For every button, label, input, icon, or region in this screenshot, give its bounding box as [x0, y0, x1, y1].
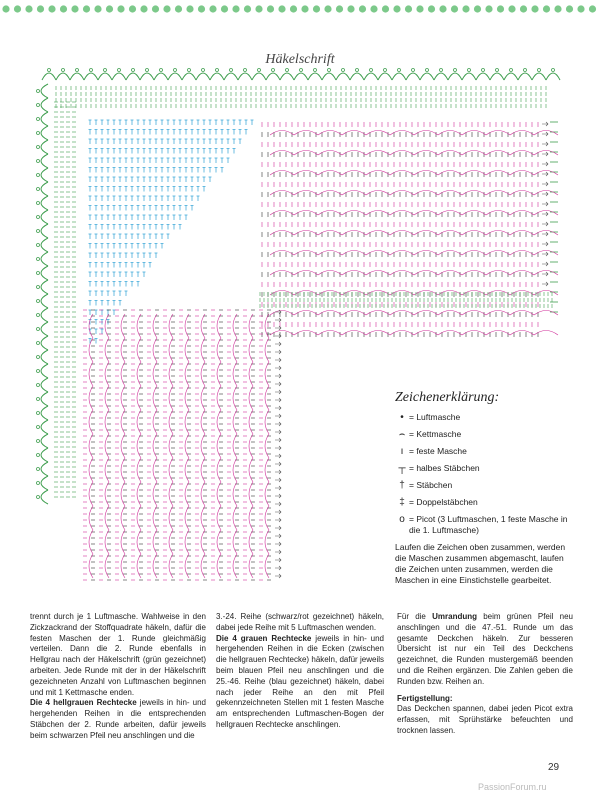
half-dc-symbol-icon: ┬	[398, 463, 406, 474]
paragraph	[30, 698, 206, 741]
legend-note: Laufen die Zeichen oben zusammen, werden die Maschen zusammen abgemascht, laufen die Zeichen unten zusammen, werden die Maschen in eine Einstichstelle gearbeitet.	[395, 542, 566, 585]
bold-lead: Die 4 hellgrauen Rechtecke	[30, 698, 137, 708]
legend-title: Zeichenerklärung:	[395, 390, 500, 405]
legend-item	[395, 429, 575, 440]
dot-symbol-icon: •	[400, 412, 404, 423]
paragraph-text: jeweils in hin- und hergehenden Reihen in die entsprechenden Stäbchen der 2. Runde arbeiten, dafür jeweils beim schwarzen Pfeil neu anschlingen und die	[30, 698, 207, 740]
legend-item	[395, 480, 575, 491]
bar-symbol-icon: ı	[400, 446, 404, 457]
picot-symbol-icon: o	[399, 514, 405, 525]
paragraph-text: beim grünen Pfeil neu anschlingen und die 47.-51. Runde um das gesamte Deckchen häkeln. Zur besseren Übersicht ist nur ein Teil des Deckchens gezeichnet, die Runden mustergemäß beenden und die Reihen ergänzen. Die Zahlen geben die Runden bzw. Reihen an.	[397, 612, 573, 686]
legend-item	[395, 463, 575, 474]
watermark: PassionForum.ru	[478, 782, 547, 792]
chart-title: Häkelschrift	[265, 52, 335, 67]
legend-item-label: = feste Masche	[409, 446, 467, 456]
legend	[395, 390, 575, 586]
text-column-1	[30, 612, 206, 742]
legend-item-label: = Luftmasche	[409, 412, 461, 422]
dc-symbol-icon: †	[399, 480, 405, 491]
legend-item	[395, 514, 575, 536]
bold-lead: Die 4 grauen Rechtecke	[216, 633, 312, 643]
tr-symbol-icon: ‡	[399, 497, 405, 508]
legend-item	[395, 446, 575, 457]
paragraph-text: jeweils in hin- und hergehenden Reihen in die Ecken (zwischen die hellgrauen Rechtecke) häkeln, dafür jeweils beim blauen Pfeil neu anschlingen und die 25.-46. Reihe (blau gezeichnet) häkeln, dabei nach jeder Reihe an den mit Pfeil gekennzeichneten Stellen mit 1 festen Masche am entsprechenden Luftmaschen-Bogen der hellgrauen Rechtecke anschlingen.	[216, 633, 384, 729]
legend-item	[395, 412, 575, 423]
paragraph	[397, 612, 573, 688]
legend-item-label: = Doppelstäbchen	[409, 497, 478, 507]
legend-item-label: = Stäbchen	[409, 480, 453, 490]
bold-lead: Umrandung	[432, 612, 477, 621]
legend-item-label: = halbes Stäbchen	[409, 463, 480, 473]
arc-symbol-icon: ⌢	[398, 429, 406, 440]
page-number: 29	[548, 762, 560, 773]
paragraph: 3.-24. Reihe (schwarz/rot gezeichnet) häkeln, dabei jede Reihe mit 5 Luftmaschen wenden.	[216, 612, 384, 632]
legend-item-label: = Picot (3 Luftmaschen, 1 feste Masche in die 1. Luftmasche)	[409, 514, 568, 535]
paragraph-text: Für die	[397, 612, 433, 621]
legend-item-label: = Kettmasche	[409, 429, 462, 439]
decorative-dot-border	[0, 2, 600, 16]
paragraph: trennt durch je 1 Luftmasche. Wahlweise in den Zickzackrand der Stoffquadrate häkeln, dafür die festen Maschen der 1. Runde gleichmäßig verteilen. Dann die 2. Runde ebenfalls in Hellgrau nach der Häkelschrift (grün gezeichnet) arbeiten. Jede Runde mit der in der Häkelschrift gezeichneten Anzahl von Luftmaschen beginnen und mit 1 Kettmasche enden.	[30, 612, 206, 697]
section-heading: Fertigstellung:	[397, 693, 453, 703]
text-column-3	[397, 612, 573, 737]
paragraph: Das Deckchen spannen, dabei jeden Picot extra erfassen, mit Sprühstärke befeuchten und trocknen lassen.	[397, 704, 573, 735]
text-column-2	[216, 612, 384, 731]
legend-item	[395, 497, 575, 508]
paragraph	[216, 634, 384, 731]
